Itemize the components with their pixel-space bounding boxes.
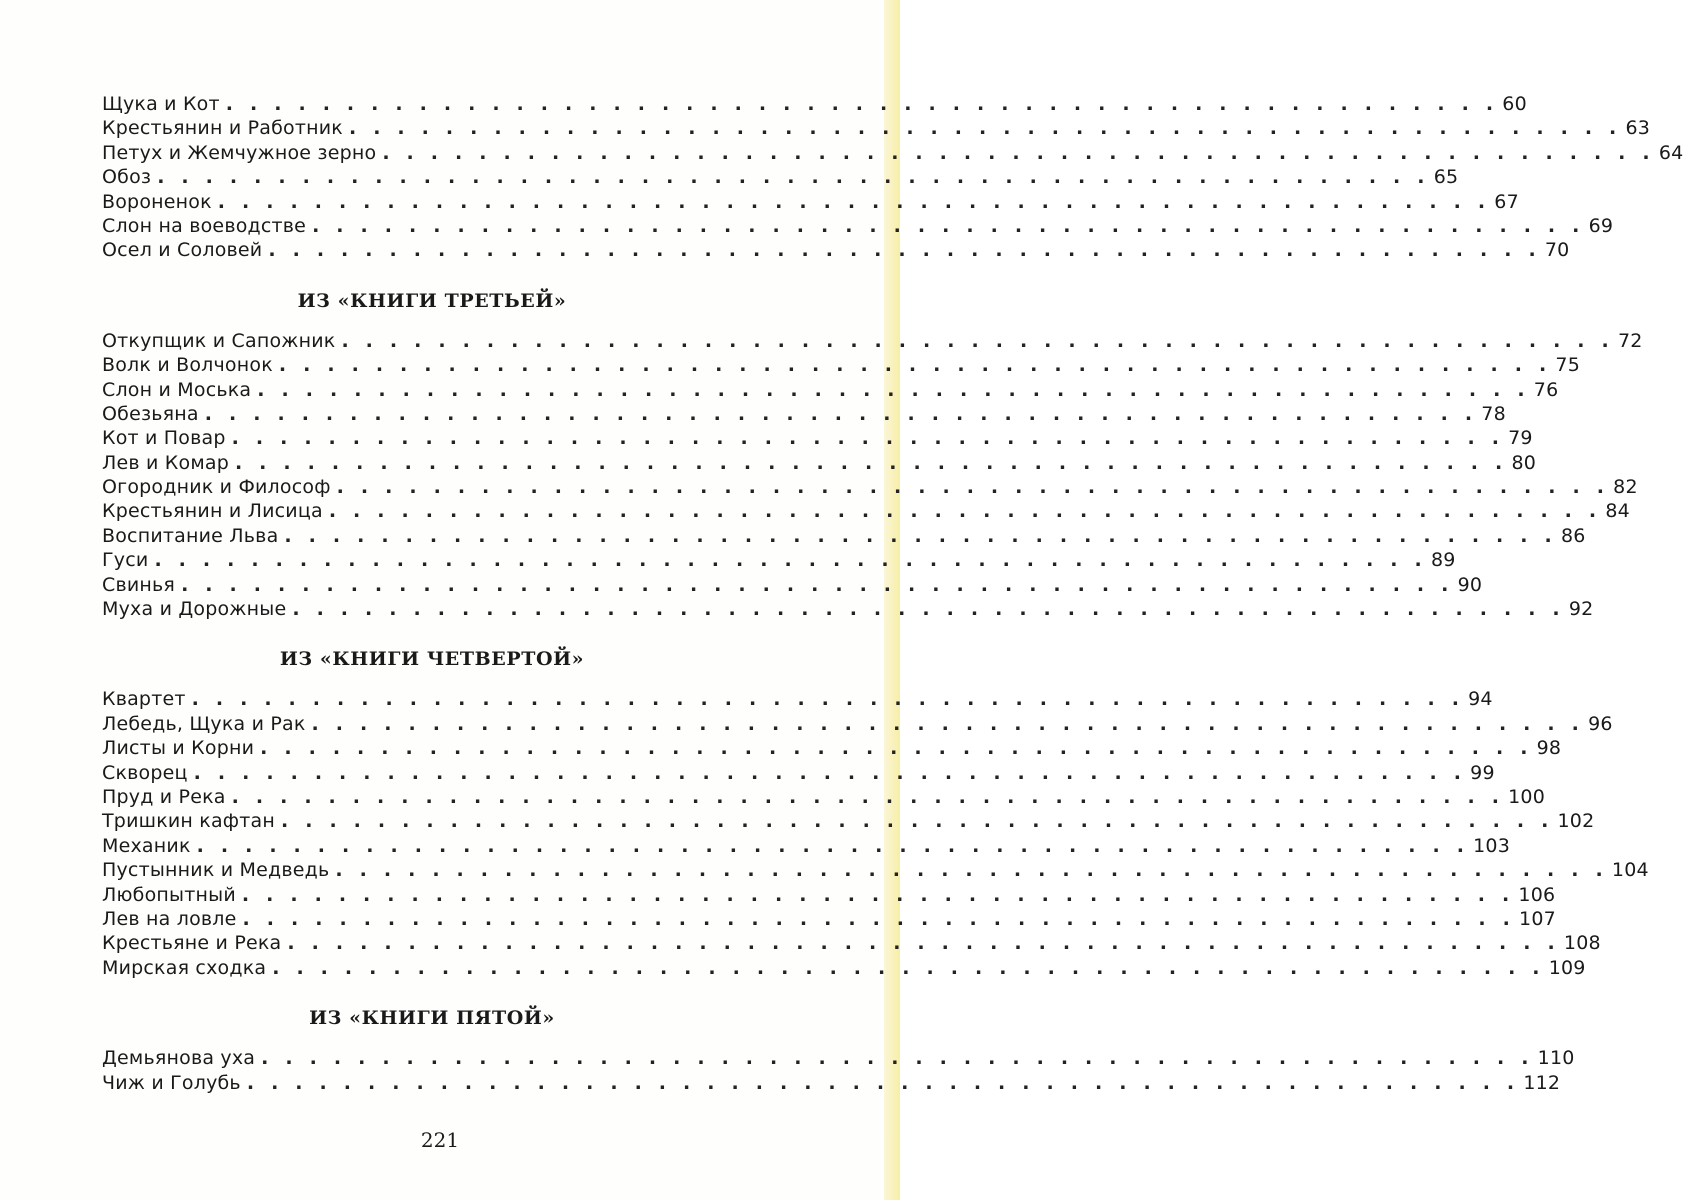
toc-entry-page: 100: [1508, 785, 1546, 808]
page-number: 221: [420, 1128, 460, 1152]
toc-entry-page: 90: [1457, 573, 1483, 596]
toc-entry: [102, 378, 1559, 402]
toc-entry-page: 92: [1568, 598, 1594, 621]
toc-entry: [102, 141, 1683, 165]
section-heading: ИЗ «КНИГИ ТРЕТЬЕЙ»: [297, 289, 567, 312]
toc-entry-page: 104: [1611, 859, 1649, 882]
dot-leader: . . . . . . . . . . . . . . . . . . . . . . . . . . . . . . . . . . . . . . . . . . . . . . . . . . . . .: [154, 549, 1427, 572]
toc-entry: [102, 736, 1562, 760]
toc-entry-page: 99: [1470, 761, 1495, 784]
toc-entry: [102, 402, 1506, 426]
toc-entry-page: 109: [1548, 956, 1586, 979]
toc-entry-title: Муха и Дорожные: [102, 598, 287, 621]
toc-entry-title: Обезьяна: [102, 402, 199, 425]
toc-entry: [102, 785, 1546, 809]
dot-leader: . . . . . . . . . . . . . . . . . . . . . . . . . . . . . . . . . . . . . . . . . . . . . . . . . . . . .: [260, 737, 1533, 760]
toc-entry-title: Чиж и Голубь: [102, 1071, 241, 1094]
toc-entry: [102, 761, 1495, 785]
toc-entry-page: 110: [1537, 1047, 1575, 1070]
toc-entry-title: Петух и Жемчужное зерно: [102, 141, 377, 164]
dot-leader: . . . . . . . . . . . . . . . . . . . . . . . . . . . . . . . . . . . . . . . . . . . . . . . . . . . . .: [204, 402, 1478, 425]
toc-entry-page: 107: [1519, 907, 1556, 930]
toc-entry: [102, 475, 1638, 499]
dot-leader: . . . . . . . . . . . . . . . . . . . . . . . . . . . . . . . . . . . . . . . . . . . . . . . . . . . . .: [191, 688, 1465, 711]
dot-leader: . . . . . . . . . . . . . . . . . . . . . . . . . . . . . . . . . . . . . . . . . . . . . . . . . . . . .: [348, 117, 1622, 140]
toc-entry: [102, 92, 1527, 116]
toc-entry: [102, 426, 1533, 450]
toc-entry: [102, 1046, 1575, 1070]
toc-entry-title: Любопытный: [102, 883, 236, 906]
dot-leader: . . . . . . . . . . . . . . . . . . . . . . . . . . . . . . . . . . . . . . . . . . . . . . . . . . . . .: [231, 427, 1505, 450]
toc-entry-title: Лебедь, Щука и Рак: [102, 712, 306, 735]
dot-leader: . . . . . . . . . . . . . . . . . . . . . . . . . . . . . . . . . . . . . . . . . . . . . . . . . . . . .: [272, 956, 1545, 979]
toc-entry: [102, 190, 1519, 214]
dot-leader: . . . . . . . . . . . . . . . . . . . . . . . . . . . . . . . . . . . . . . . . . . . . . . . . . . . . .: [261, 1047, 1534, 1070]
toc-entry-page: 72: [1617, 329, 1643, 352]
dot-leader: . . . . . . . . . . . . . . . . . . . . . . . . . . . . . . . . . . . . . . . . . . . . . . . . . . . . .: [193, 761, 1467, 784]
toc-entry-page: 65: [1433, 166, 1459, 189]
dot-leader: . . . . . . . . . . . . . . . . . . . . . . . . . . . . . . . . . . . . . . . . . . . . . . . . . . . . .: [234, 451, 1508, 474]
toc-entry: [102, 834, 1511, 858]
toc-entry-title: Крестьянин и Работник: [102, 117, 343, 140]
toc-entry-page: 102: [1557, 810, 1595, 833]
dot-leader: . . . . . . . . . . . . . . . . . . . . . . . . . . . . . . . . . . . . . . . . . . . . . . . . . . . . .: [278, 354, 1552, 377]
dot-leader: . . . . . . . . . . . . . . . . . . . . . . . . . . . . . . . . . . . . . . . . . . . . . . . . . . . . .: [231, 785, 1505, 808]
toc-entry-title: Гуси: [102, 549, 149, 572]
toc-entry-page: 64: [1658, 141, 1683, 164]
toc-entry: [102, 858, 1649, 882]
dot-leader: . . . . . . . . . . . . . . . . . . . . . . . . . . . . . . . . . . . . . . . . . . . . . . . . . . . . .: [157, 166, 1430, 189]
toc-entry: [102, 573, 1483, 597]
toc-entry-page: 103: [1473, 834, 1511, 857]
dot-leader: . . . . . . . . . . . . . . . . . . . . . . . . . . . . . . . . . . . . . . . . . . . . . . . . . . . . .: [341, 329, 1614, 352]
toc-entry-page: 79: [1508, 427, 1533, 450]
toc-entry: [102, 931, 1601, 955]
toc-entry: [102, 499, 1630, 523]
dot-leader: . . . . . . . . . . . . . . . . . . . . . . . . . . . . . . . . . . . . . . . . . . . . . . . . . . . . .: [241, 883, 1515, 906]
dot-leader: . . . . . . . . . . . . . . . . . . . . . . . . . . . . . . . . . . . . . . . . . . . . . . . . . . . . .: [196, 834, 1470, 857]
toc-entry-page: 75: [1555, 354, 1580, 377]
toc-entry-title: Тришкин кафтан: [102, 810, 275, 833]
toc-entry-title: Демьянова уха: [102, 1047, 256, 1070]
dot-leader: . . . . . . . . . . . . . . . . . . . . . . . . . . . . . . . . . . . . . . . . . . . . . . . . . . . . .: [242, 907, 1516, 930]
dot-leader: . . . . . . . . . . . . . . . . . . . . . . . . . . . . . . . . . . . . . . . . . . . . . . . . . . . . .: [246, 1071, 1520, 1094]
toc-entry-page: 63: [1625, 117, 1651, 140]
toc-entry-page: 86: [1560, 524, 1586, 547]
toc-entry-title: Лев и Комар: [102, 451, 229, 474]
toc-entry: [102, 597, 1594, 621]
toc-entry-title: Обоз: [102, 166, 152, 189]
toc-entry-page: 106: [1518, 883, 1556, 906]
toc-entry: [102, 548, 1456, 572]
toc-entry-title: Листы и Корни: [102, 737, 255, 760]
dot-leader: . . . . . . . . . . . . . . . . . . . . . . . . . . . . . . . . . . . . . . . . . . . . . . . . . . . . .: [217, 190, 1491, 213]
dot-leader: . . . . . . . . . . . . . . . . . . . . . . . . . . . . . . . . . . . . . . . . . . . . . . . . . . . . .: [257, 378, 1530, 401]
toc-entry-page: 96: [1588, 712, 1613, 735]
dot-leader: . . . . . . . . . . . . . . . . . . . . . . . . . . . . . . . . . . . . . . . . . . . . . . . . . . . . .: [292, 598, 1565, 621]
dot-leader: . . . . . . . . . . . . . . . . . . . . . . . . . . . . . . . . . . . . . . . . . . . . . . . . . . . . .: [336, 476, 1610, 499]
dot-leader: . . . . . . . . . . . . . . . . . . . . . . . . . . . . . . . . . . . . . . . . . . . . . . . . . . . . .: [335, 859, 1608, 882]
section-heading: ИЗ «КНИГИ ЧЕТВЕРТОЙ»: [279, 648, 585, 671]
toc-entry-title: Огородник и Философ: [102, 476, 331, 499]
toc-entry-title: Механик: [102, 834, 191, 857]
dot-leader: . . . . . . . . . . . . . . . . . . . . . . . . . . . . . . . . . . . . . . . . . . . . . . . . . . . . .: [311, 712, 1585, 735]
toc-entry-title: Пустынник и Медведь: [102, 859, 330, 882]
toc-entry-title: Крестьяне и Река: [102, 932, 282, 955]
toc-entry-title: Щука и Кот: [102, 93, 220, 115]
toc-entry-page: 82: [1613, 476, 1638, 499]
dot-leader: . . . . . . . . . . . . . . . . . . . . . . . . . . . . . . . . . . . . . . . . . . . . . . . . . . . . .: [280, 810, 1554, 833]
dot-leader: . . . . . . . . . . . . . . . . . . . . . . . . . . . . . . . . . . . . . . . . . . . . . . . . . . . . .: [287, 932, 1560, 955]
toc-entry-page: 84: [1605, 500, 1630, 523]
toc-entry: [102, 1071, 1561, 1095]
toc-entry-page: 67: [1494, 190, 1519, 213]
toc-entry-page: 108: [1563, 932, 1601, 955]
toc-entry-page: 70: [1544, 239, 1570, 262]
section-heading: ИЗ «КНИГИ ПЯТОЙ»: [309, 1007, 555, 1030]
toc-entry: [102, 451, 1537, 475]
toc-entry: [102, 956, 1586, 980]
toc-entry-page: 78: [1481, 402, 1506, 425]
toc-entry-page: 112: [1523, 1071, 1561, 1094]
toc-entry: [102, 116, 1651, 140]
toc-entry-title: Слон и Моська: [102, 378, 252, 401]
toc-entry-page: 60: [1502, 93, 1527, 115]
toc-entry: [102, 329, 1643, 353]
table-of-contents: [102, 92, 1683, 1095]
toc-entry-title: Квартет: [102, 688, 186, 711]
toc-entry: [102, 214, 1614, 238]
toc-entry: [102, 712, 1613, 736]
toc-entry-page: 94: [1468, 688, 1493, 711]
toc-entry-page: 89: [1430, 549, 1456, 572]
dot-leader: . . . . . . . . . . . . . . . . . . . . . . . . . . . . . . . . . . . . . . . . . . . . . . . . . . . . .: [284, 524, 1557, 547]
toc-entry: [102, 524, 1586, 548]
toc-entry-title: Свинья: [102, 573, 176, 596]
toc-entry-title: Пруд и Река: [102, 785, 226, 808]
toc-entry-title: Скворец: [102, 761, 188, 784]
dot-leader: . . . . . . . . . . . . . . . . . . . . . . . . . . . . . . . . . . . . . . . . . . . . . . . . . . . . .: [328, 500, 1602, 523]
dot-leader: . . . . . . . . . . . . . . . . . . . . . . . . . . . . . . . . . . . . . . . . . . . . . . . . . . . . .: [181, 573, 1454, 596]
toc-entry-title: Лев на ловле: [102, 907, 237, 930]
toc-entry-title: Мирская сходка: [102, 956, 267, 979]
toc-entry-title: Откупщик и Сапожник: [102, 329, 336, 352]
toc-entry-page: 80: [1511, 451, 1537, 474]
toc-entry: [102, 883, 1556, 907]
dot-leader: . . . . . . . . . . . . . . . . . . . . . . . . . . . . . . . . . . . . . . . . . . . . . . . . . . . . .: [312, 214, 1585, 237]
toc-entry-title: Кот и Повар: [102, 427, 226, 450]
toc-entry: [102, 165, 1459, 189]
toc-entry-title: Воспитание Льва: [102, 524, 279, 547]
toc-entry-title: Волк и Волчонок: [102, 354, 273, 377]
toc-entry-title: Вороненок: [102, 190, 212, 213]
toc-entry-page: 69: [1588, 214, 1614, 237]
toc-entry-page: 76: [1533, 378, 1559, 401]
toc-entry: [102, 809, 1595, 833]
toc-entry: [102, 353, 1580, 377]
dot-leader: . . . . . . . . . . . . . . . . . . . . . . . . . . . . . . . . . . . . . . . . . . . . . . . . . . . . .: [382, 141, 1655, 164]
toc-entry-page: 98: [1536, 737, 1562, 760]
toc-entry: [102, 907, 1556, 931]
dot-leader: . . . . . . . . . . . . . . . . . . . . . . . . . . . . . . . . . . . . . . . . . . . . . . . . . . . . .: [268, 239, 1541, 262]
toc-entry-title: Слон на воеводстве: [102, 214, 307, 237]
dot-leader: . . . . . . . . . . . . . . . . . . . . . . . . . . . . . . . . . . . . . . . . . . . . . . . . . . . . .: [225, 93, 1499, 115]
toc-entry-title: Крестьянин и Лисица: [102, 500, 323, 523]
toc-entry-title: Осел и Соловей: [102, 239, 263, 262]
toc-entry: [102, 687, 1493, 711]
toc-entry: [102, 238, 1570, 262]
